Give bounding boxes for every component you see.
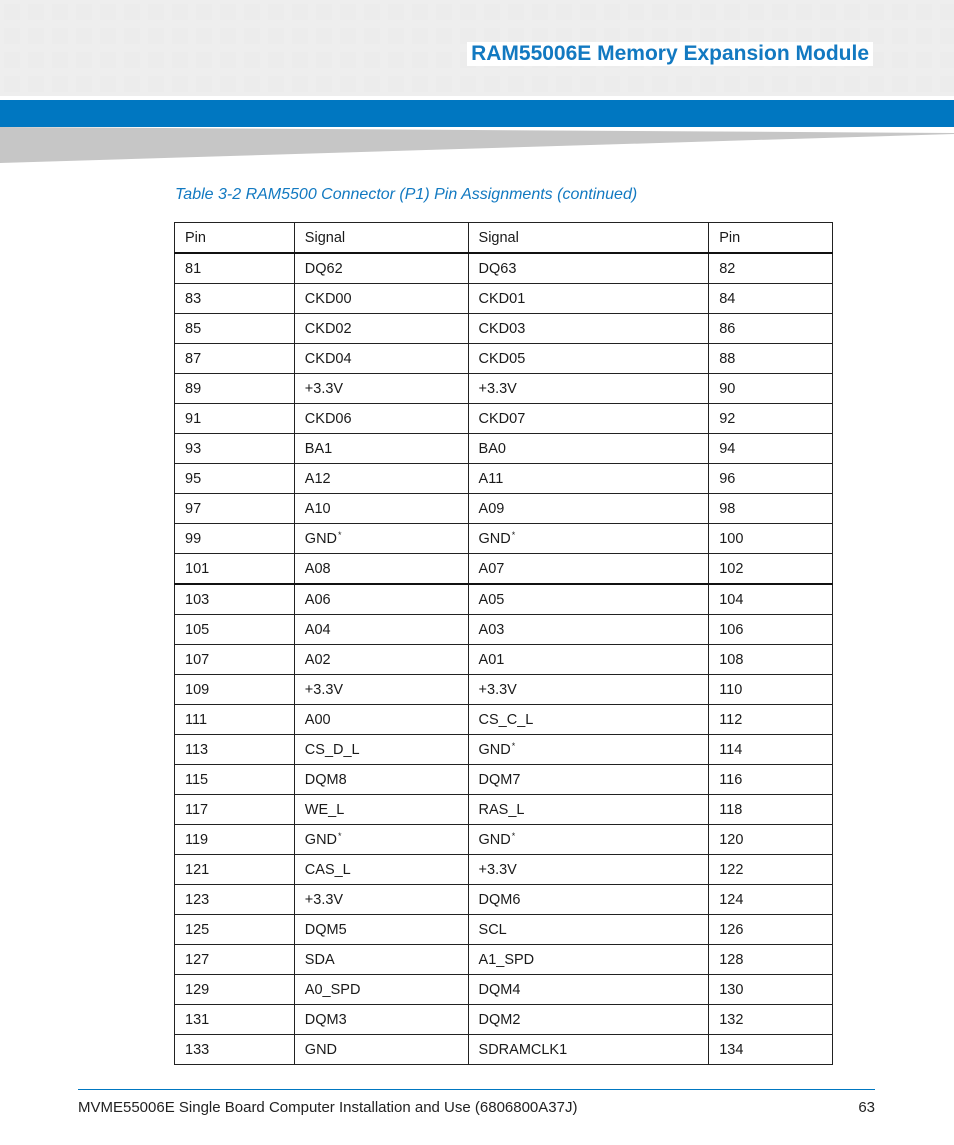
table-row [175, 253, 833, 284]
table-row [175, 855, 833, 885]
signal-cell-text: BA0 [478, 440, 506, 457]
pin-cell [709, 584, 833, 615]
signal-cell [294, 945, 468, 975]
signal-cell [468, 524, 709, 554]
signal-cell [468, 975, 709, 1005]
pin-cell [175, 885, 295, 915]
signal-cell-text: A1_SPD [478, 951, 535, 968]
signal-cell [468, 885, 709, 915]
pin-cell [709, 645, 833, 675]
column-header-signal: Signal [294, 223, 468, 254]
column-header-signal: Signal [468, 223, 709, 254]
signal-cell-text: A00 [304, 711, 331, 728]
signal-cell-text: CKD00 [304, 290, 352, 307]
signal-cell [468, 344, 709, 374]
table-row [175, 404, 833, 434]
pin-cell [709, 975, 833, 1005]
pin-cell [709, 1035, 833, 1065]
pin-cell-text: 118 [719, 801, 743, 818]
signal-cell-text: DQM8 [304, 771, 347, 788]
signal-cell-text: DQM2 [478, 1011, 521, 1028]
table-row [175, 464, 833, 494]
signal-cell-text: CKD04 [304, 350, 352, 367]
signal-cell-text: +3.3V [478, 681, 517, 698]
pin-cell-text: 96 [719, 470, 736, 487]
table-row [175, 1035, 833, 1065]
pin-cell [709, 675, 833, 705]
pin-cell-text: 94 [719, 440, 736, 457]
pin-cell [175, 735, 295, 765]
signal-cell-text: DQM4 [478, 981, 521, 998]
signal-cell-text: +3.3V [478, 380, 517, 397]
signal-cell [294, 855, 468, 885]
signal-cell-text: A12 [304, 470, 331, 487]
signal-cell [294, 404, 468, 434]
signal-cell-text: A05 [478, 591, 505, 608]
signal-cell-text: A06 [304, 591, 331, 608]
pin-cell-text: 97 [185, 500, 202, 517]
pin-cell [175, 615, 295, 645]
pin-cell [709, 253, 833, 284]
pin-cell-text: 83 [185, 290, 202, 307]
signal-cell [468, 675, 709, 705]
signal-cell-text: CKD06 [304, 410, 352, 427]
pin-cell [175, 675, 295, 705]
pin-cell [175, 404, 295, 434]
pin-cell [175, 524, 295, 554]
signal-cell [468, 494, 709, 524]
pin-cell-text: 98 [719, 500, 736, 517]
column-header-pin: Pin [175, 223, 295, 254]
signal-cell [294, 1035, 468, 1065]
table-row [175, 524, 833, 554]
pin-cell-text: 111 [185, 711, 208, 728]
pin-cell [709, 795, 833, 825]
pin-cell [709, 494, 833, 524]
signal-cell-text: A04 [304, 621, 331, 638]
pin-cell-text: 81 [185, 260, 202, 277]
signal-cell-text: DQ63 [478, 260, 517, 277]
signal-cell [294, 615, 468, 645]
signal-cell [468, 615, 709, 645]
pin-cell [175, 554, 295, 585]
signal-cell [468, 434, 709, 464]
signal-cell [294, 645, 468, 675]
signal-cell-text: A10 [304, 500, 331, 517]
pin-cell [175, 494, 295, 524]
header-blue-bar [0, 100, 954, 127]
signal-cell-text: A09 [478, 500, 505, 517]
pin-cell [175, 645, 295, 675]
pin-cell-text: 87 [185, 350, 202, 367]
pin-cell [175, 1005, 295, 1035]
pin-cell-text: 116 [719, 771, 743, 788]
signal-cell-text: SDA [304, 951, 335, 968]
table-header-row [175, 223, 833, 254]
pin-cell [175, 975, 295, 1005]
table-row [175, 645, 833, 675]
signal-cell-text: GND [478, 531, 511, 547]
signal-cell [294, 735, 468, 765]
signal-cell-text: A03 [478, 621, 505, 638]
signal-cell-text: RAS_L [478, 801, 525, 818]
pin-cell-text: 101 [185, 560, 210, 577]
signal-cell-text: A07 [478, 560, 505, 577]
signal-cell-text: +3.3V [304, 380, 344, 397]
pin-cell-text: 126 [719, 921, 744, 938]
table-caption: Table 3-2 RAM5500 Connector (P1) Pin Assignments (continued) [175, 186, 638, 203]
pin-cell-text: 85 [185, 320, 202, 337]
table-row [175, 975, 833, 1005]
signal-cell-text: A01 [478, 651, 505, 668]
table-row [175, 945, 833, 975]
table-row [175, 735, 833, 765]
pin-cell [709, 915, 833, 945]
signal-cell [294, 765, 468, 795]
pin-cell-text: 120 [719, 831, 744, 848]
page-header-title: RAM55006E Memory Expansion Module [467, 42, 873, 66]
pin-cell-text: 109 [185, 681, 210, 698]
pin-cell-text: 91 [185, 410, 202, 427]
pin-cell [175, 584, 295, 615]
signal-cell-text: BA1 [304, 440, 333, 457]
footnote-marker: * [511, 530, 516, 540]
signal-cell-text: CKD02 [304, 320, 352, 337]
signal-cell [468, 1035, 709, 1065]
pin-cell-text: 84 [719, 290, 736, 307]
pin-cell-text: 125 [185, 921, 210, 938]
pin-assignment-table [174, 222, 833, 1065]
pin-cell-text: 122 [719, 861, 744, 878]
pin-cell-text: 132 [719, 1011, 744, 1028]
pin-cell-text: 103 [185, 591, 210, 608]
pin-cell-text: 130 [719, 981, 744, 998]
signal-cell-text: CKD05 [478, 350, 526, 367]
signal-cell-text: CKD07 [478, 410, 526, 427]
signal-cell-text: DQM3 [304, 1011, 347, 1028]
signal-cell [294, 253, 468, 284]
pin-cell-text: 131 [185, 1011, 210, 1028]
signal-cell [294, 885, 468, 915]
signal-cell-text: GND [304, 832, 338, 848]
page-number: 63 [858, 1099, 875, 1116]
pin-cell-text: 99 [185, 530, 202, 547]
pin-cell [709, 885, 833, 915]
signal-cell [468, 1005, 709, 1035]
pin-cell [709, 434, 833, 464]
signal-cell-text: WE_L [304, 801, 345, 818]
signal-cell-text: A11 [478, 470, 504, 487]
footnote-marker: * [511, 831, 516, 841]
signal-cell [468, 855, 709, 885]
pin-cell [175, 434, 295, 464]
signal-cell-text: SDRAMCLK1 [478, 1041, 568, 1058]
signal-cell-text: SCL [478, 921, 507, 938]
pin-cell-text: 127 [185, 951, 210, 968]
pin-cell-text: 88 [719, 350, 736, 367]
pin-cell [175, 765, 295, 795]
signal-cell [468, 705, 709, 735]
signal-cell [468, 464, 709, 494]
pin-cell-text: 117 [185, 801, 209, 818]
signal-cell-text: DQM6 [478, 891, 521, 908]
signal-cell-text: +3.3V [478, 861, 517, 878]
pin-cell-text: 92 [719, 410, 736, 427]
signal-cell [468, 915, 709, 945]
table-row [175, 374, 833, 404]
signal-cell [294, 374, 468, 404]
signal-cell [468, 765, 709, 795]
pin-cell [709, 825, 833, 855]
signal-cell-text: A08 [304, 560, 331, 577]
pin-cell-text: 105 [185, 621, 210, 638]
footer-rule [78, 1089, 875, 1090]
pin-cell [709, 404, 833, 434]
pin-cell-text: 104 [719, 591, 744, 608]
pin-cell [709, 524, 833, 554]
pin-cell [175, 945, 295, 975]
signal-cell [294, 284, 468, 314]
pin-cell [709, 735, 833, 765]
pin-cell [175, 1035, 295, 1065]
pin-cell-text: 90 [719, 380, 736, 397]
signal-cell [294, 975, 468, 1005]
signal-cell [468, 825, 709, 855]
signal-cell-text: CKD01 [478, 290, 526, 307]
footer-document-title: MVME55006E Single Board Computer Installation and Use (6806800A37J) [78, 1099, 578, 1116]
signal-cell [468, 795, 709, 825]
pin-cell-text: 106 [719, 621, 744, 638]
pin-cell [709, 554, 833, 585]
pin-cell-text: 123 [185, 891, 210, 908]
pin-cell-text: 107 [185, 651, 210, 668]
signal-cell-text: GND [478, 742, 511, 758]
signal-cell-text: CKD03 [478, 320, 526, 337]
pin-cell-text: 108 [719, 651, 744, 668]
signal-cell-text: GND [478, 832, 511, 848]
pin-cell-text: 112 [719, 711, 743, 728]
signal-cell-text: A02 [304, 651, 331, 668]
pin-cell [175, 705, 295, 735]
table-row [175, 705, 833, 735]
signal-cell [294, 795, 468, 825]
pin-cell-text: 93 [185, 440, 202, 457]
pin-cell [175, 314, 295, 344]
pin-cell [709, 374, 833, 404]
signal-cell [468, 584, 709, 615]
signal-cell-text: GND [304, 531, 338, 547]
signal-cell [468, 645, 709, 675]
pin-cell-text: 119 [185, 831, 209, 848]
pin-cell [709, 1005, 833, 1035]
pin-cell [175, 825, 295, 855]
signal-cell-text: CS_C_L [478, 711, 534, 728]
pin-cell-text: 110 [719, 681, 743, 698]
pin-cell [175, 795, 295, 825]
signal-cell [468, 253, 709, 284]
pin-cell-text: 129 [185, 981, 210, 998]
signal-cell [468, 284, 709, 314]
signal-cell [294, 314, 468, 344]
signal-cell [294, 825, 468, 855]
pin-cell [175, 915, 295, 945]
header-gray-wedge [0, 127, 954, 163]
signal-cell [468, 735, 709, 765]
signal-cell [294, 705, 468, 735]
table-row [175, 434, 833, 464]
pin-cell [709, 945, 833, 975]
signal-cell-text: DQ62 [304, 260, 343, 277]
pin-cell-text: 86 [719, 320, 736, 337]
pin-cell [175, 855, 295, 885]
table-row [175, 675, 833, 705]
pin-cell-text: 121 [185, 861, 210, 878]
signal-cell [294, 524, 468, 554]
pin-cell-text: 89 [185, 380, 202, 397]
column-header-pin: Pin [709, 223, 833, 254]
signal-cell [468, 404, 709, 434]
pin-cell [709, 765, 833, 795]
signal-cell [468, 314, 709, 344]
table-row [175, 494, 833, 524]
signal-cell [294, 915, 468, 945]
footnote-marker: * [338, 831, 342, 841]
signal-cell [294, 464, 468, 494]
signal-cell-text: DQM5 [304, 921, 347, 938]
pin-cell [175, 253, 295, 284]
pin-cell-text: 100 [719, 530, 744, 547]
table-row [175, 554, 833, 585]
table-row [175, 314, 833, 344]
pin-cell [175, 464, 295, 494]
table-row [175, 795, 833, 825]
table-row [175, 615, 833, 645]
signal-cell [294, 675, 468, 705]
pin-cell-text: 133 [185, 1041, 210, 1058]
table-row [175, 1005, 833, 1035]
pin-cell-text: 134 [719, 1041, 744, 1058]
signal-cell-text: CAS_L [304, 861, 351, 878]
pin-cell [709, 705, 833, 735]
signal-cell [294, 494, 468, 524]
signal-cell-text: +3.3V [304, 891, 344, 908]
signal-cell-text: +3.3V [304, 681, 344, 698]
signal-cell [468, 374, 709, 404]
pin-cell-text: 95 [185, 470, 202, 487]
pin-cell-text: 114 [719, 741, 743, 758]
signal-cell [294, 1005, 468, 1035]
signal-cell [468, 554, 709, 585]
pin-cell [709, 855, 833, 885]
pin-cell-text: 113 [185, 741, 209, 758]
pin-cell [709, 314, 833, 344]
pin-cell [709, 464, 833, 494]
signal-cell-text: DQM7 [478, 771, 521, 788]
table-row [175, 765, 833, 795]
pin-cell-text: 82 [719, 260, 736, 277]
table-row [175, 344, 833, 374]
signal-cell-text: CS_D_L [304, 741, 360, 758]
signal-cell [294, 344, 468, 374]
signal-cell-text: A0_SPD [304, 981, 361, 998]
footnote-marker: * [338, 530, 342, 540]
pin-cell [175, 374, 295, 404]
pin-cell [709, 284, 833, 314]
pin-cell [709, 615, 833, 645]
pin-cell-text: 128 [719, 951, 744, 968]
table-row [175, 915, 833, 945]
signal-cell [468, 945, 709, 975]
pin-cell-text: 102 [719, 560, 744, 577]
table-row [175, 885, 833, 915]
footnote-marker: * [511, 741, 516, 751]
signal-cell-text: GND [304, 1041, 338, 1058]
pin-cell-text: 124 [719, 891, 744, 908]
pin-cell [175, 284, 295, 314]
signal-cell [294, 434, 468, 464]
pin-cell [709, 344, 833, 374]
table-row [175, 284, 833, 314]
signal-cell [294, 554, 468, 585]
table-row [175, 825, 833, 855]
pin-cell [175, 344, 295, 374]
signal-cell [294, 584, 468, 615]
pin-cell-text: 115 [185, 771, 209, 788]
table-row [175, 584, 833, 615]
